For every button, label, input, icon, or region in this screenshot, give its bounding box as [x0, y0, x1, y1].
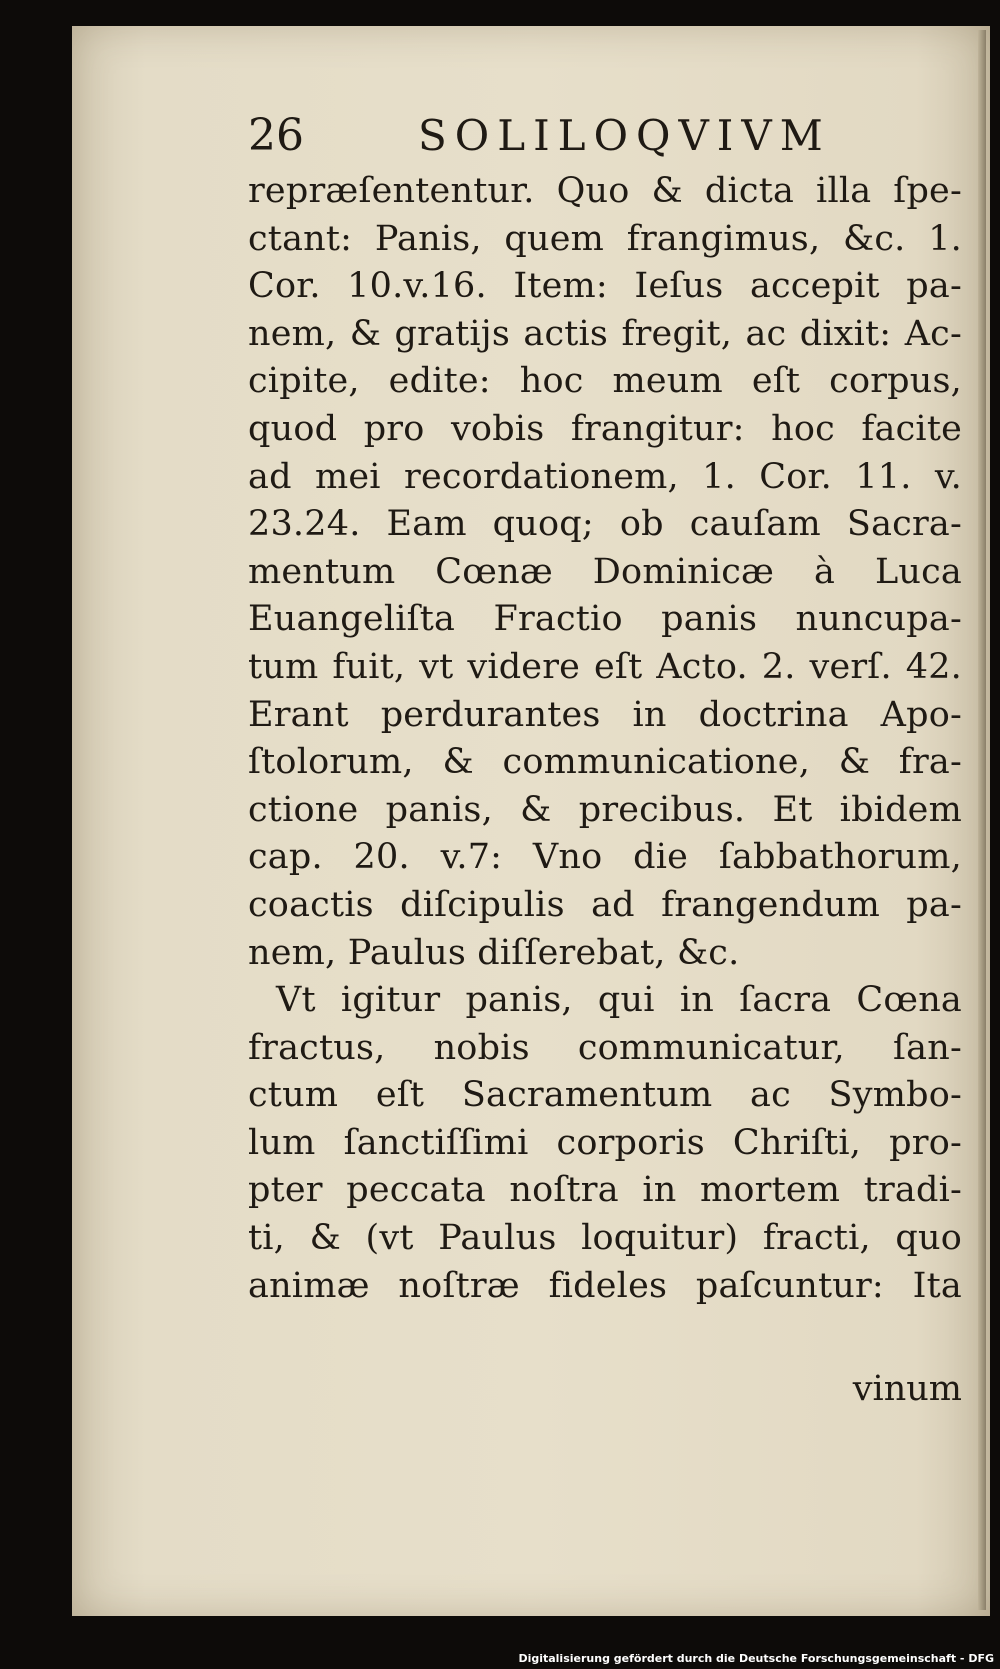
text-line: 23.24. Eam quoq; ob cauſam Sacra-	[248, 504, 962, 545]
text-line: ctione panis, & precibus. Et ibidem	[248, 789, 962, 830]
text-line: tum fuit, vt videre eſt Acto. 2. verſ. 42.	[248, 646, 962, 687]
text-line: Euangeliſta Fractio panis nuncupa-	[248, 599, 962, 640]
text-line: Erant perdurantes in doctrina Apo-	[248, 694, 962, 735]
text-line: repræſententur. Quo & dicta illa ſpe-	[248, 171, 962, 211]
catchword: vinum	[852, 1369, 962, 1409]
text-line: ctum eſt Sacramentum ac Symbo-	[248, 1075, 962, 1116]
text-line: coactis diſcipulis ad frangendum pa-	[248, 884, 962, 925]
text-line: cap. 20. v.7: Vno die ſabbathorum,	[248, 837, 962, 878]
digitization-credit: Digitalisierung gefördert durch die Deutsche Forschungsgemeinschaft - DFG	[518, 1652, 994, 1665]
text-line: ctant: Panis, quem frangimus, &c. 1.	[248, 218, 962, 259]
text-line: fractus, nobis communicatur, ſan-	[248, 1027, 962, 1068]
text-line: Vt igitur panis, qui in ſacra Cœna	[276, 980, 962, 1021]
text-line: animæ noſtræ fideles paſcuntur: Ita	[248, 1265, 962, 1306]
text-line: Cor. 10.v.16. Item: Ieſus accepit pa-	[248, 266, 962, 307]
page-edge	[978, 30, 986, 1610]
text-line: nem, Paulus diſſerebat, &c.	[248, 932, 740, 973]
page-number: 26	[248, 110, 304, 161]
running-title: SOLILOQVIVM	[418, 111, 831, 160]
text-line: pter peccata noſtra in mortem tradi-	[248, 1170, 962, 1211]
text-line: ad mei recordationem, 1. Cor. 11. v.	[248, 456, 962, 497]
text-line: quod pro vobis frangitur: hoc facite	[248, 408, 962, 449]
text-line: mentum Cœnæ Dominicæ à Luca	[248, 551, 962, 592]
body-text	[248, 168, 962, 1310]
text-line: ti, & (vt Paulus loquitur) fracti, quo	[248, 1218, 962, 1259]
running-head	[248, 108, 848, 168]
text-line: cipite, edite: hoc meum eſt corpus,	[248, 361, 962, 402]
text-line: ſtolorum, & communicatione, & fra-	[248, 742, 962, 783]
text-line: lum ſanctiſſimi corporis Chriſti, pro-	[248, 1122, 962, 1163]
text-line: nem, & gratijs actis fregit, ac dixit: Ac-	[248, 313, 962, 354]
